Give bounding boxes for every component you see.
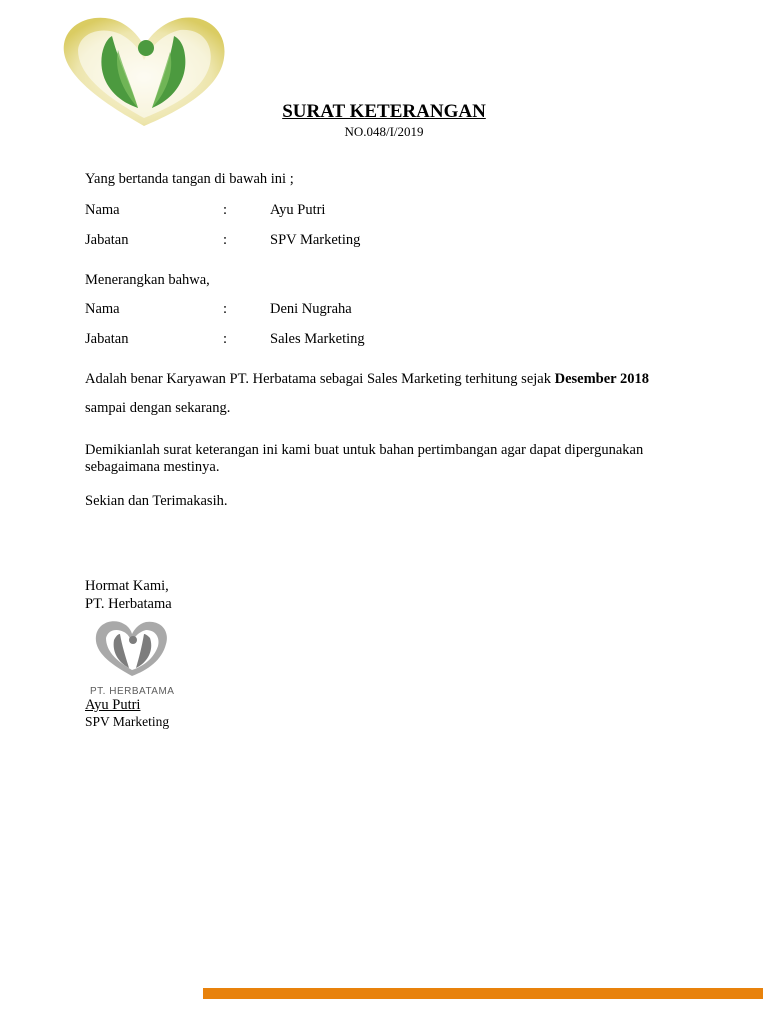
signer-name-label: Nama bbox=[85, 202, 120, 218]
employment-statement-text: Adalah benar Karyawan PT. Herbatama sebagai Sales Marketing terhitung sejak bbox=[85, 371, 555, 387]
signer-name-value: Ayu Putri bbox=[270, 202, 326, 218]
closing-greeting: Hormat Kami, bbox=[85, 578, 169, 594]
signer-position-label: Jabatan bbox=[85, 232, 129, 248]
subject-name-label: Nama bbox=[85, 301, 120, 317]
stamp-text: PT. HERBATAMA bbox=[90, 686, 175, 697]
statement-intro: Menerangkan bahwa, bbox=[85, 272, 210, 288]
document-number: NO.048/I/2019 bbox=[344, 124, 424, 139]
signer-name-colon: : bbox=[223, 202, 228, 218]
thanks-text: Sekian dan Terimakasih. bbox=[85, 493, 228, 509]
subject-name-value: Deni Nugraha bbox=[270, 301, 352, 317]
employment-statement-continued: sampai dengan sekarang. bbox=[85, 400, 231, 416]
intro-text: Yang bertanda tangan di bawah ini ; bbox=[85, 171, 294, 187]
employment-statement bbox=[85, 370, 649, 388]
company-name: PT. Herbatama bbox=[85, 596, 172, 612]
signer-position-value: SPV Marketing bbox=[270, 232, 361, 248]
closing-paragraph: Demikianlah surat keterangan ini kami buat untuk bahan pertimbangan agar dapat dipergunakan sebagaimana mestinya. bbox=[85, 442, 644, 475]
company-stamp-icon bbox=[86, 614, 186, 700]
subject-position-colon: : bbox=[223, 331, 228, 347]
subject-position-label: Jabatan bbox=[85, 331, 129, 347]
signer-position-colon: : bbox=[223, 232, 228, 248]
signer-signature-position: SPV Marketing bbox=[85, 714, 170, 729]
employment-start-date: Desember 2018 bbox=[554, 371, 649, 387]
signer-signature-name: Ayu Putri bbox=[85, 697, 141, 713]
footer-accent-bar bbox=[203, 988, 763, 999]
document-title: SURAT KETERANGAN bbox=[282, 101, 486, 122]
subject-position-value: Sales Marketing bbox=[270, 331, 365, 347]
subject-name-colon: : bbox=[223, 301, 228, 317]
